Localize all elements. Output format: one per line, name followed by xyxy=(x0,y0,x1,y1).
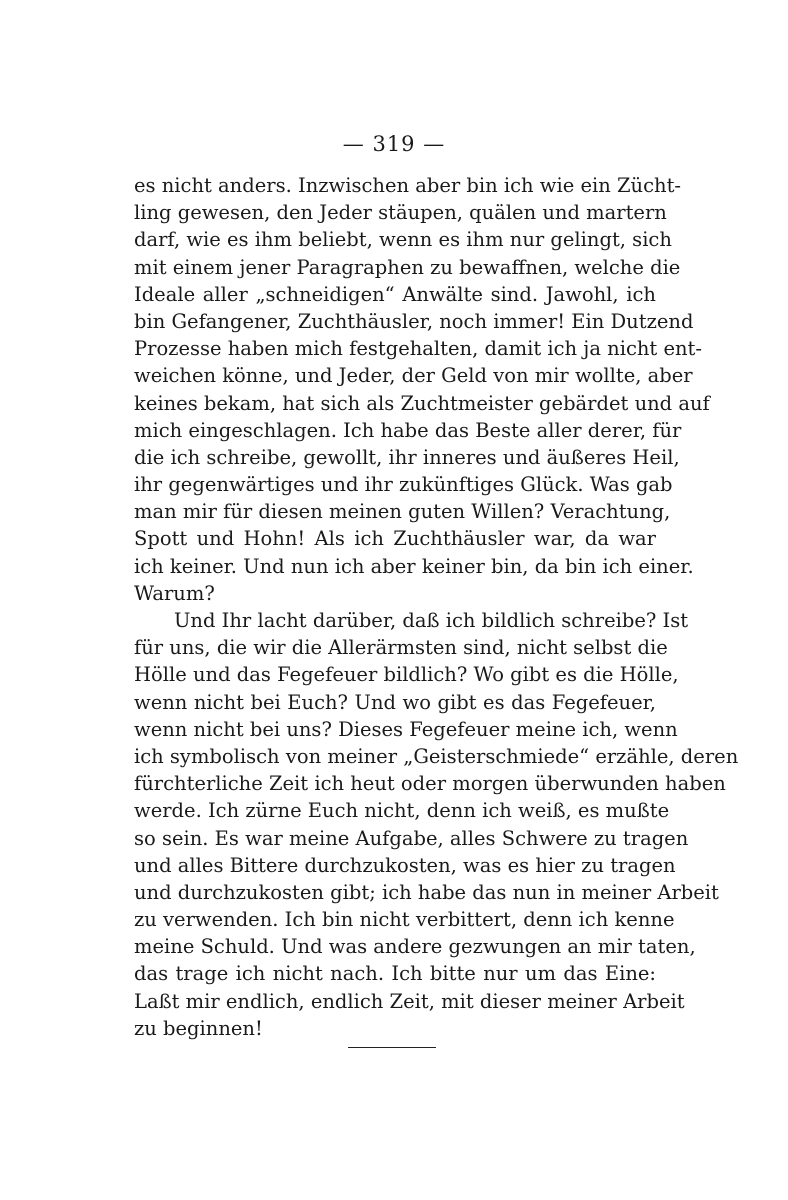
text-line: fürchterliche Zeit ich heut oder morgen überwunden haben xyxy=(134,772,726,796)
text-line: weichen könne, und Jeder, der Geld von mir wollte, aber xyxy=(134,364,693,388)
text-line: ihr gegenwärtiges und ihr zukünftiges Glück. Was gab xyxy=(134,473,673,497)
text-line: Spott und Hohn! Als ich Zuchthäusler war, da war xyxy=(134,527,656,551)
text-line: das trage ich nicht nach. Ich bitte nur um das Eine: xyxy=(134,962,656,986)
text-line: Hölle und das Fegefeuer bildlich? Wo gibt es die Hölle, xyxy=(134,663,679,687)
text-line: für uns, die wir die Allerärmsten sind, nicht selbst die xyxy=(134,636,668,660)
paragraph-start-line: Und Ihr lacht darüber, daß ich bildlich schreibe? Ist xyxy=(174,609,689,632)
page-number: — 319 — xyxy=(342,132,446,156)
text-line: Laßt mir endlich, endlich Zeit, mit dieser meiner Arbeit xyxy=(134,989,685,1013)
text-line: werde. Ich zürne Euch nicht, denn ich weiß, es mußte xyxy=(134,799,670,823)
text-line: die ich schreibe, gewollt, ihr inneres und äußeres Heil, xyxy=(134,445,680,469)
paragraph-end-line: Warum? xyxy=(134,581,215,605)
text-line: meine Schuld. Und was andere gezwungen an mir taten, xyxy=(134,935,696,959)
section-divider xyxy=(348,1047,436,1048)
text-line: Ideale aller „schneidigen“ Anwälte sind. Jawohl, ich xyxy=(134,282,656,306)
text-line: ich keiner. Und nun ich aber keiner bin, da bin ich einer. xyxy=(134,554,694,578)
text-line: man mir für diesen meinen guten Willen? Verachtung, xyxy=(134,500,671,524)
text-line: mit einem jener Paragraphen zu bewaffnen, welche die xyxy=(134,255,681,279)
text-line: ling gewesen, den Jeder stäupen, quälen und martern xyxy=(134,201,667,225)
paragraph-end-line: zu beginnen! xyxy=(134,1016,263,1040)
text-line: wenn nicht bei uns? Dieses Fegefeuer meine ich, wenn xyxy=(134,717,678,741)
text-line: so sein. Es war meine Aufgabe, alles Schwere zu tragen xyxy=(134,826,689,850)
text-line: bin Gefangener, Zuchthäusler, noch immer! Ein Dutzend xyxy=(134,309,694,333)
body-text xyxy=(134,172,739,1042)
text-line: ich symbolisch von meiner „Geisterschmiede“ erzähle, deren xyxy=(134,744,739,768)
text-line: es nicht anders. Inzwischen aber bin ich wie ein Zücht- xyxy=(134,174,682,197)
text-line: und durchzukosten gibt; ich habe das nun in meiner Arbeit xyxy=(134,880,719,904)
text-line: keines bekam, hat sich als Zuchtmeister gebärdet und auf xyxy=(134,391,710,415)
text-line: darf, wie es ihm beliebt, wenn es ihm nur gelingt, sich xyxy=(134,228,672,252)
text-line: wenn nicht bei Euch? Und wo gibt es das Fegefeuer, xyxy=(134,690,656,714)
text-line: und alles Bittere durchzukosten, was es hier zu tragen xyxy=(134,853,676,877)
text-line: zu verwenden. Ich bin nicht verbittert, denn ich kenne xyxy=(134,908,675,932)
text-line: mich eingeschlagen. Ich habe das Beste aller derer, für xyxy=(134,418,682,442)
text-line: Prozesse haben mich festgehalten, damit ich ja nicht ent- xyxy=(134,337,702,361)
